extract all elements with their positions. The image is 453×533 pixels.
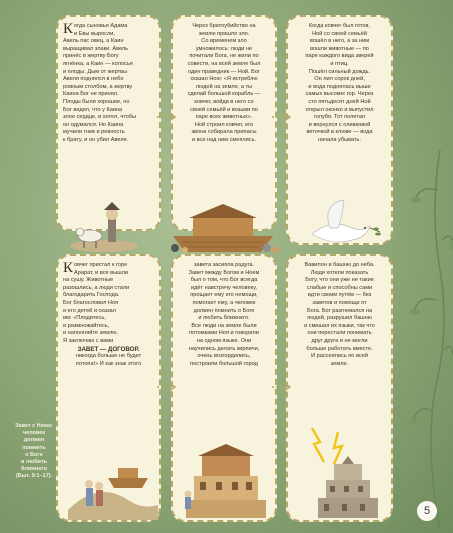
builders-illustration xyxy=(176,440,276,520)
tower-babel-illustration xyxy=(298,428,390,520)
connector-arrow-4 xyxy=(270,380,292,394)
card-text-continued: никогда больше не будет потопа!» И как знак этого xyxy=(75,353,142,367)
connector-arrow-2 xyxy=(270,110,292,124)
dropcap-letter: К xyxy=(63,21,74,37)
page-number: 5 xyxy=(417,501,437,521)
noah-family-illustration xyxy=(68,450,158,520)
tree-branch-decoration xyxy=(410,150,453,530)
connector-arrow-3 xyxy=(155,380,177,394)
dropcap-letter: К xyxy=(63,260,74,276)
dove-illustration xyxy=(292,198,384,256)
card-text: огда сыновья Адама и Евы выросли, Авель пас овец, а Каин выращивал злаки. Авель принёс в жертву Богу ягнёнка, а Каин — колосья и плоды. Дым от жертвы Авеля поднялся в небо ровным столбом, а жертву Каина Бог не принял. Плоды были хорошие, но Бог видел, что у Каина злое сердце, и хотел, чтобы он одумался. Но Каина мучили гнев и ревность к брату, и он убил Авеля. xyxy=(63,23,137,143)
card-text: завета засияла радуга. Завет между Богом и Ноем был о том, что Бог всегда идёт навстречу человеку, прощает ему его немощи, помогает ему, а человек должен помнить о Боге и любить ближнего. Все люди на земле были потомками Ноя и говорили на одном языке. Они научились делать кирпичи, очень возгордились, построили большой город xyxy=(188,262,260,367)
card-text: Когда ковчег был готов, Ной со своей семьёй вошёл в него, а за ним вошли животные — по паре каждого вида зверей и птиц. Пошёл сильный дождь. Он лил сорок дней, и вода поднялась выше самых высоких гор. Через сто пятьдесят дней Ной открыл оконко и выпустил голубя. Тот полетал и вернулся с оливковой веточкой в клюве — вода начала убывать. xyxy=(305,23,374,143)
connector-arrow-1 xyxy=(155,110,177,124)
card-text: Через братоубийство на землю пришло зло. Со временем зло умножилось: люди не почитали Бога, не жили по совести, на всей земле был один праведник — Ной. Бог сказал Ною: «Я истреблю людей на земле, а ты сделай большой корабль — ковчег, войди в него со своей семьёй и возьми по паре всех животных». Ной строил ковчег, его звона собирала припасы и все над ним смеялись. xyxy=(187,23,261,143)
side-note-text: Завет с Ноем: человек должен помнить о Боге и любить ближнего (Быт. 9:1–17). xyxy=(15,423,53,480)
cain-abel-illustration xyxy=(68,196,140,254)
ark-animals-illustration xyxy=(163,196,283,256)
side-note-covenant xyxy=(2,423,66,481)
card-text: овчег пристал к горе Арарат, и все вышли на сушу. Животные разошлись, а люди стали благодарить Господа. Бог благословил Ноя и его детей и сказал им: «Плодитесь, и размножайтесь, и наполняйте землю. Я заключаю с вами xyxy=(63,262,130,344)
card-text: Вавилон и башню до неба. Люди хотели показать Богу, что они уже не такие слабые и способны сами идти своим путём — без заветов и помощи от Бога. Бог разгневался на людей, разрушил башню и смешал их языки, так что они перестали понимать друг друга и не могли больше работать вместе. И рассеялись по всей земле. xyxy=(304,262,375,367)
covenant-heading: ЗАВЕТ — ДОГОВОР. xyxy=(77,345,140,353)
